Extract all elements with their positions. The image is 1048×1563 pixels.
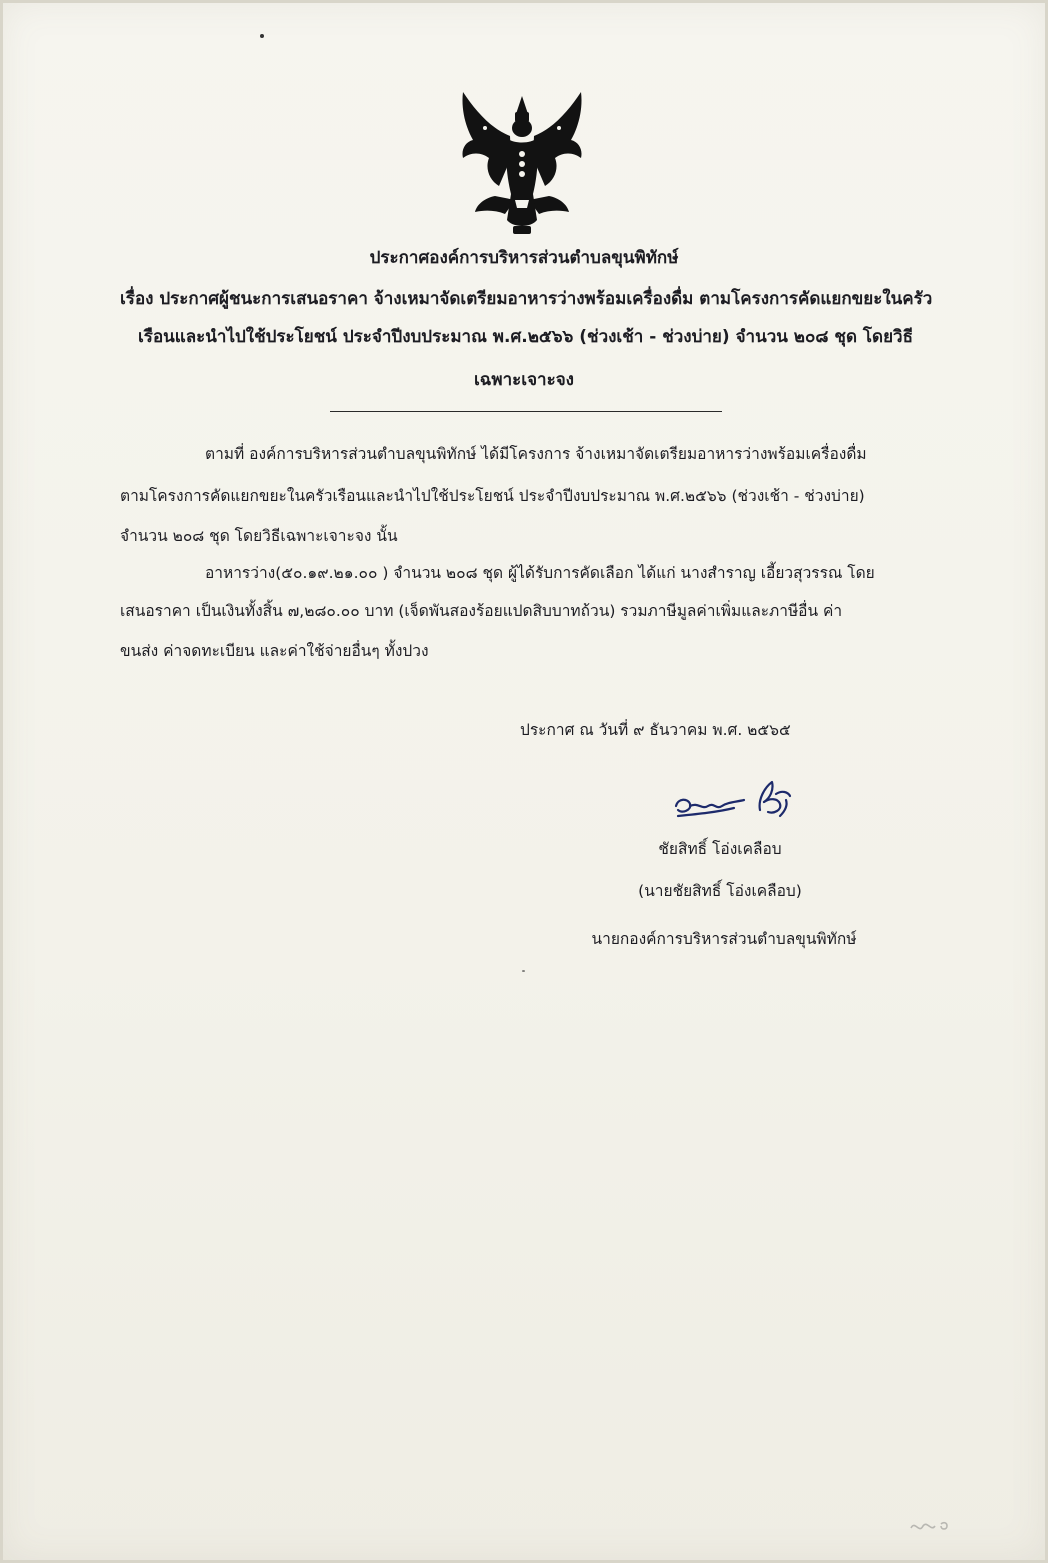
page-corner-mark-icon (905, 1510, 965, 1540)
paragraph2-line-2: เสนอราคา เป็นเงินทั้งสิ้น ๗,๒๘๐.๐๐ บาท (เจ็ดพันสองร้อยแปดสิบบาทถ้วน) รวมภาษีมูลค่าเพิ่มและภาษีอื่น ค่า (120, 602, 843, 620)
paragraph1-line-1: ตามที่ องค์การบริหารส่วนตำบลขุนพิทักษ์ ได้มีโครงการ จ้างเหมาจัดเตรียมอาหารว่างพร้อมเครื่องดื่ม (205, 445, 867, 463)
handwritten-signature-icon (668, 776, 798, 824)
divider-line (330, 411, 722, 412)
subject-line-3: เฉพาะเจาะจง (474, 370, 574, 390)
signer-title: นายกองค์การบริหารส่วนตำบลขุนพิทักษ์ (591, 930, 857, 948)
announce-date: ประกาศ ณ วันที่ ๙ ธันวาคม พ.ศ. ๒๕๖๕ (520, 721, 791, 739)
paragraph1-line-2: ตามโครงการคัดแยกขยะในครัวเรือนและนำไปใช้ประโยชน์ ประจำปีงบประมาณ พ.ศ.๒๕๖๖ (ช่วงเช้า - ช่วงบ่าย) (120, 487, 865, 505)
subject-line-2: เรือนและนำไปใช้ประโยชน์ ประจำปีงบประมาณ พ.ศ.๒๕๖๖ (ช่วงเช้า - ช่วงบ่าย) จำนวน ๒๐๘ ชุด โดยวิธี (138, 327, 913, 347)
paragraph2-line-3: ขนส่ง ค่าจดทะเบียน และค่าใช้จ่ายอื่นๆ ทั้งปวง (120, 642, 429, 660)
scan-speck (260, 34, 264, 38)
signer-name-parenthesized: (นายชัยสิทธิ์ โอ่งเคลือบ) (638, 882, 802, 900)
signer-name: ชัยสิทธิ์ โอ่งเคลือบ (658, 840, 782, 858)
garuda-emblem-icon (455, 88, 590, 238)
paragraph2-line-1: อาหารว่าง(๕๐.๑๙.๒๑.๐๐ ) จำนวน ๒๐๘ ชุด ผู้ได้รับการคัดเลือก ได้แก่ นางสำราญ เอี้ยวสุวรรณ โดย (205, 564, 875, 582)
document-heading: ประกาศองค์การบริหารส่วนตำบลขุนพิทักษ์ (369, 248, 679, 268)
scan-speck (522, 970, 525, 972)
paragraph1-line-3: จำนวน ๒๐๘ ชุด โดยวิธีเฉพาะเจาะจง นั้น (120, 527, 398, 545)
subject-line-1: เรื่อง ประกาศผู้ชนะการเสนอราคา จ้างเหมาจัดเตรียมอาหารว่างพร้อมเครื่องดื่ม ตามโครงการคัดแยกขยะในครัว (120, 289, 933, 309)
